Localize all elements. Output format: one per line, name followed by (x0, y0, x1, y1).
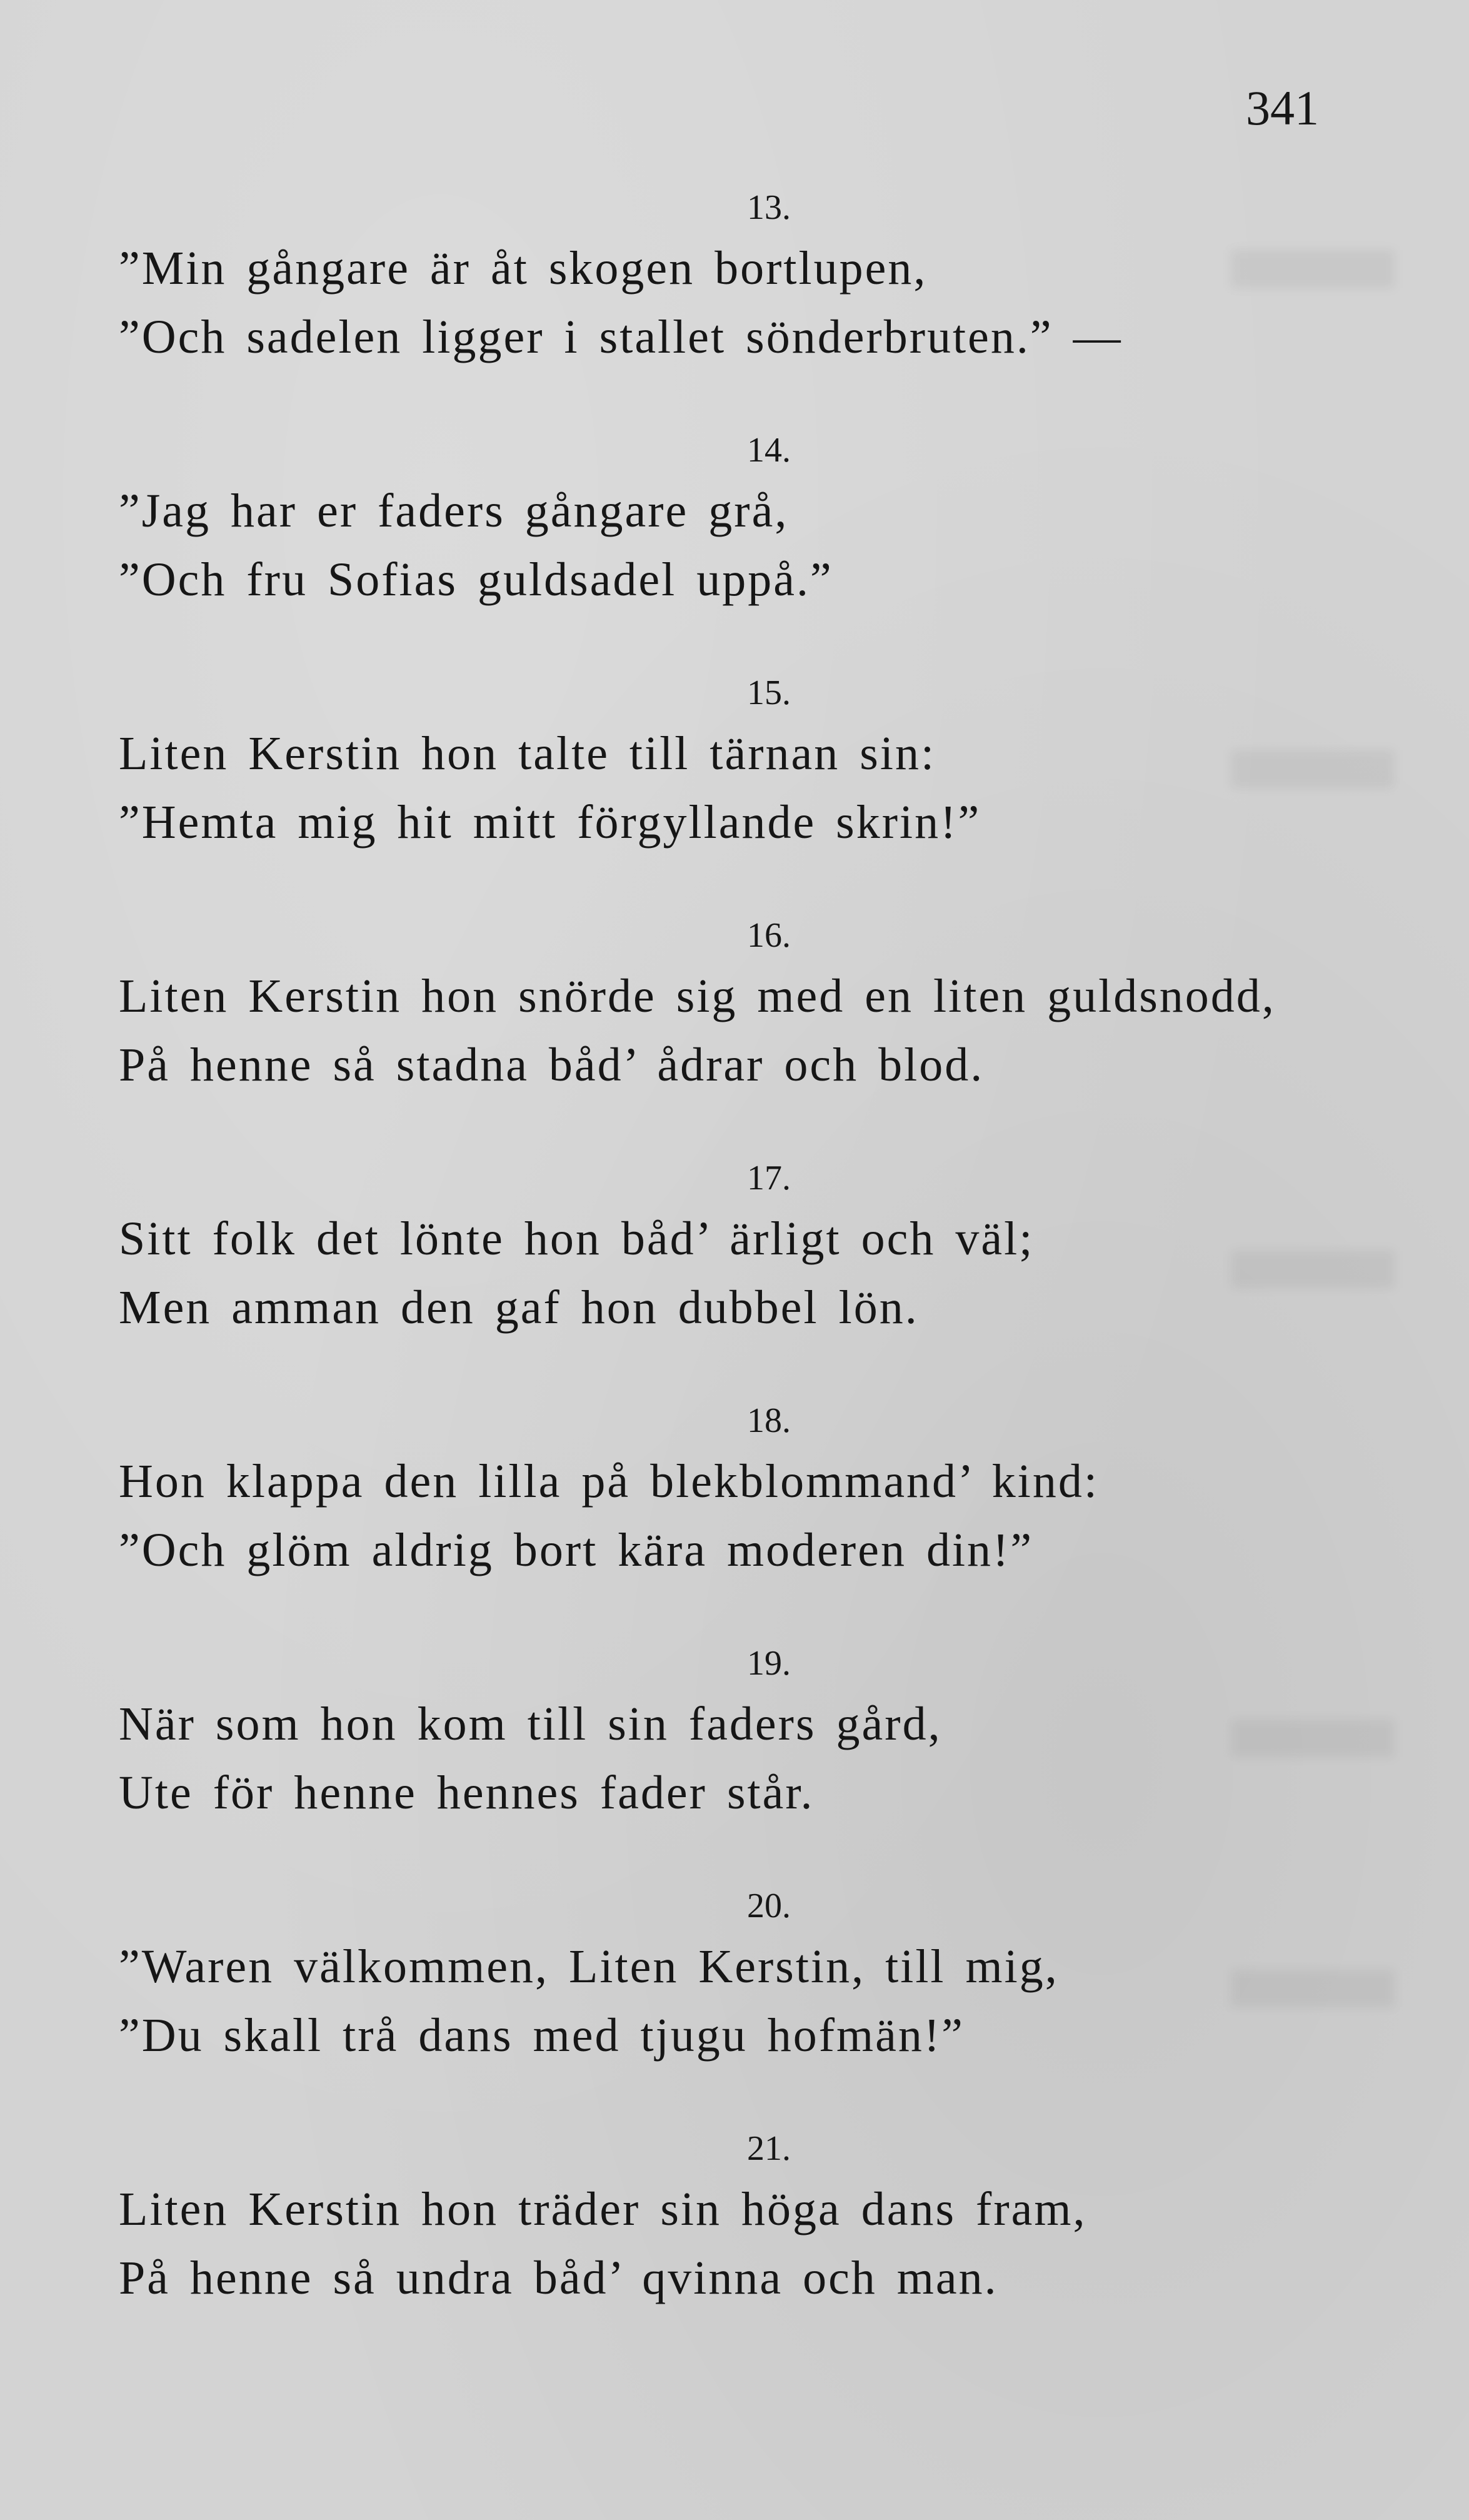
stanza-number: 18. (747, 1401, 791, 1440)
stanza (119, 181, 1344, 371)
verse-line: ”Du skall trå dans med tjugu hofmän!” (119, 2009, 965, 2062)
verse-line: ”Jag har er faders gångare grå, (119, 485, 789, 537)
stanza-number: 14. (747, 431, 791, 470)
stanza-number: 17. (747, 1159, 791, 1197)
verse-line: När som hon kom till sin faders gård, (119, 1698, 942, 1750)
verse-line: Liten Kerstin hon talte till tärnan sin: (119, 727, 936, 780)
verse-line: ”Och sadelen ligger i stallet sönderbruten.” — (119, 311, 1123, 363)
stanza (119, 1880, 1344, 2070)
verse-line: ”Min gångare är åt skogen bortlupen, (119, 242, 928, 295)
stanza (119, 1152, 1344, 1342)
verse-line: ”Och fru Sofias guldsadel uppå.” (119, 553, 833, 606)
stanza-number: 21. (747, 2129, 791, 2168)
stanza (119, 2122, 1344, 2312)
verse-line: Liten Kerstin hon träder sin höga dans fram, (119, 2183, 1087, 2235)
stanza (119, 1637, 1344, 1827)
stanza-number: 16. (747, 916, 791, 955)
verse-line: På henne så undra båd’ qvinna och man. (119, 2252, 998, 2304)
verse-line: ”Och glöm aldrig bort kära moderen din!” (119, 1524, 1034, 1576)
stanza-number: 13. (747, 188, 791, 227)
stanza (119, 909, 1344, 1099)
verse-line: ”Hemta mig hit mitt förgyllande skrin!” (119, 796, 981, 849)
stanza (119, 424, 1344, 614)
stanza-number: 20. (747, 1887, 791, 1925)
verse-line: Liten Kerstin hon snörde sig med en liten guldsnodd, (119, 970, 1276, 1022)
page-number: 341 (1246, 81, 1319, 135)
verse-line: På henne så stadna båd’ ådrar och blod. (119, 1039, 985, 1091)
verse-line: ”Waren välkommen, Liten Kerstin, till mig, (119, 1940, 1059, 1993)
stanza (119, 1394, 1344, 1585)
verse-line: Sitt folk det lönte hon båd’ ärligt och väl; (119, 1212, 1035, 1265)
verse-line: Ute för henne hennes fader står. (119, 1767, 815, 1819)
verse-line: Hon klappa den lilla på blekblommand’ kind: (119, 1455, 1099, 1508)
stanza (119, 667, 1344, 857)
stanza-number: 15. (747, 673, 791, 712)
stanza-number: 19. (747, 1644, 791, 1683)
verse-line: Men amman den gaf hon dubbel lön. (119, 1281, 919, 1334)
